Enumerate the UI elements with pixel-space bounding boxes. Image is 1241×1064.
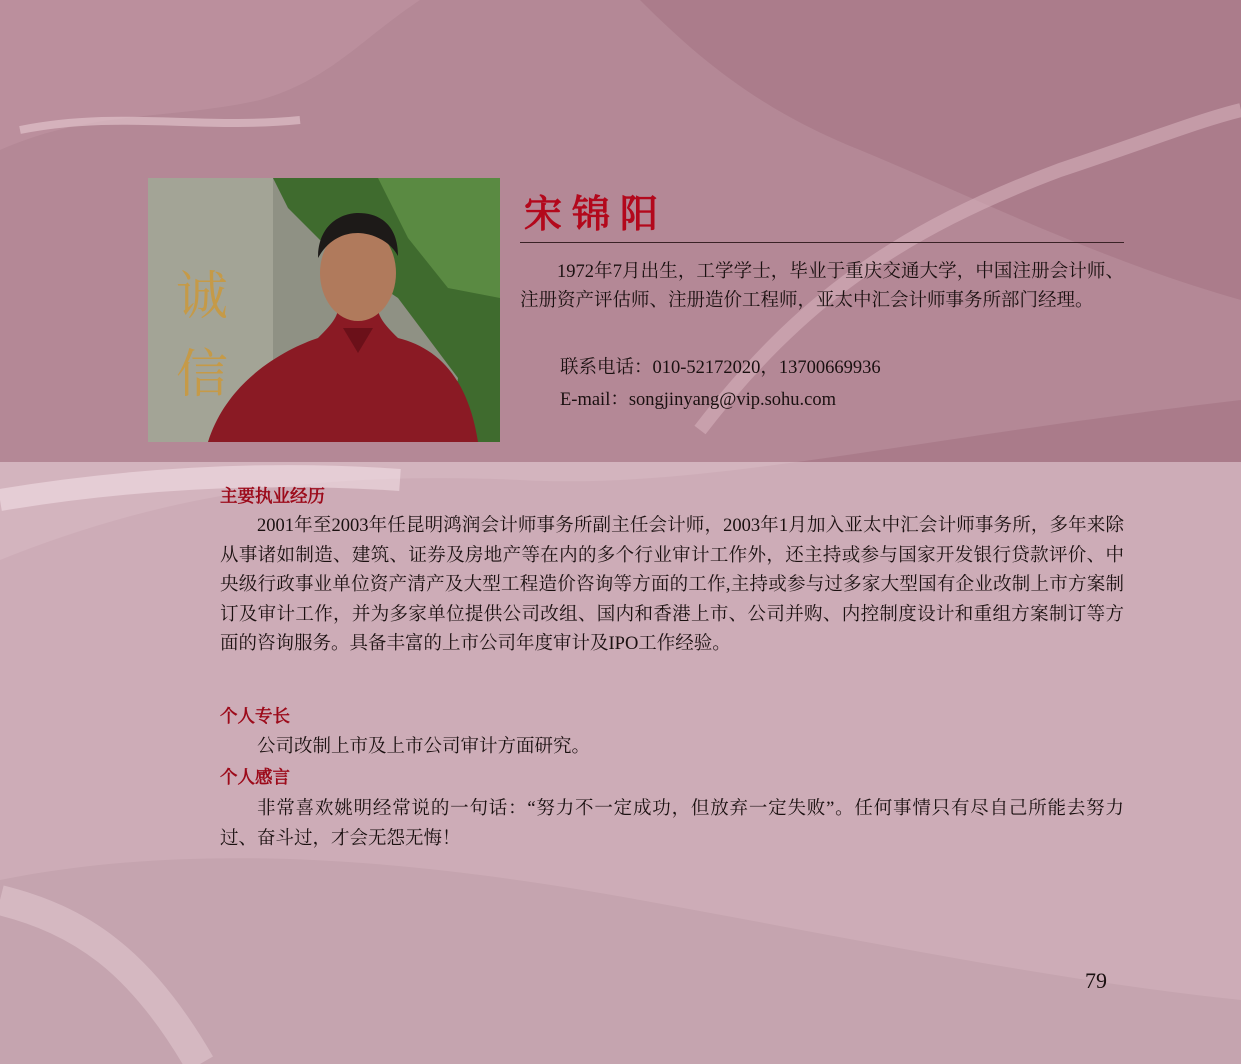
section-text-expertise: 公司改制上市及上市公司审计方面研究。 xyxy=(257,737,591,757)
contact-phone: 联系电话：010-52172020，13700669936 xyxy=(560,358,881,378)
name-divider xyxy=(520,242,1124,243)
page-number: 79 xyxy=(1085,968,1107,993)
contact-email: E-mail：songjinyang@vip.sohu.com xyxy=(560,390,837,410)
person-name: 宋锦阳 xyxy=(524,191,669,236)
sign-characters xyxy=(172,258,232,414)
bio-text: 1972年7月出生，工学学士，毕业于重庆交通大学，中国注册会计师、注册资产评估师、注册造价工程师，亚太中汇会计师事务所部门经理。 xyxy=(520,262,1124,311)
section-title-experience: 主要执业经历 xyxy=(220,487,325,507)
section-title-motto: 个人感言 xyxy=(220,768,290,788)
section-title-expertise: 个人专长 xyxy=(220,707,290,727)
section-text-experience: 2001年至2003年任昆明鸿润会计师事务所副主任会计师，2003年1月加入亚太中汇会计师事务所，多年来除从事诸如制造、建筑、证券及房地产等在内的多个行业审计工作外，还主持或参与国家开发银行贷款评价、中央级行政事业单位资产清产及大型工程造价咨询等方面的工作,主持或参与过多家大型国有企业改制上市方案制订及审计工作，并为多家单位提供公司改组、国内和香港上市、公司并购、内控制度设计和重组方案制订等方面的咨询服务。具备丰富的上市公司年度审计及IPO工作经验。 xyxy=(220,516,1124,655)
section-text-motto: 非常喜欢姚明经常说的一句话：“努力不一定成功，但放弃一定失败”。任何事情只有尽自己所能去努力过、奋斗过，才会无怨无悔！ xyxy=(220,799,1124,849)
portrait-photo xyxy=(148,178,500,442)
sign-text: 诚信 xyxy=(175,267,228,405)
